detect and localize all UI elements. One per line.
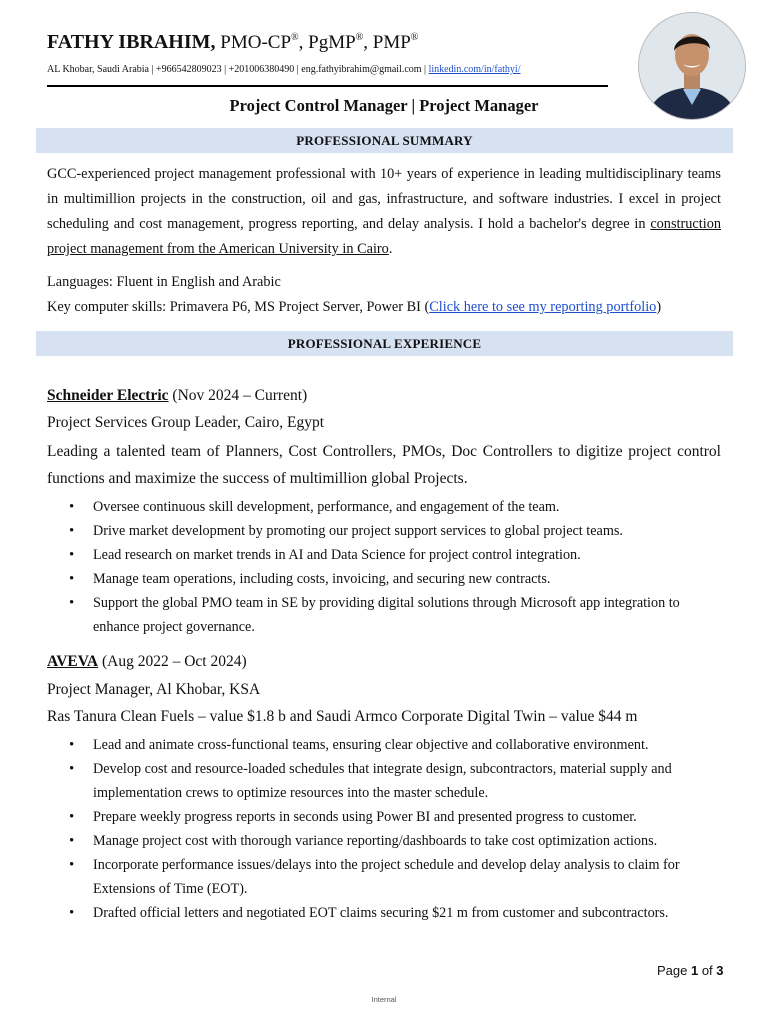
registered-mark: ® (410, 31, 419, 43)
job-role: Project Services Group Leader, Cairo, Egypt (47, 414, 325, 431)
company-name: Schneider Electric (47, 387, 169, 404)
bullet-item: • Manage team operations, including costs, invoicing, and securing new contracts. (47, 567, 721, 591)
classification-label: Internal (371, 995, 397, 1004)
bullet-item: • Develop cost and resource-loaded schedules that integrate design, subcontractors, material supply and implementation crews to optimize resources into the master schedule. (47, 757, 721, 805)
bullet-item: • Lead and animate cross-functional teams, ensuring clear objective and collaborative environment. (47, 733, 721, 757)
linkedin-link[interactable]: linkedin.com/in/fathyi/ (428, 64, 521, 75)
bullet-item: • Oversee continuous skill development, performance, and engagement of the team. (47, 495, 721, 519)
contact-line (47, 64, 521, 75)
skills-text: Key computer skills: Primavera P6, MS Project Server, Power BI ( (47, 299, 430, 315)
job-description: Leading a talented team of Planners, Cost Controllers, PMOs, Doc Controllers to digitize project control functions and maximize the success of multimillion global Projects. (47, 443, 721, 487)
job-role: Project Manager, Al Khobar, KSA (47, 681, 261, 698)
candidate-name: FATHY IBRAHIM, (47, 31, 216, 53)
job-description: Ras Tanura Clean Fuels – value $1.8 b and Saudi Armco Corporate Digital Twin – value $44 m (47, 708, 638, 725)
header-divider (47, 85, 608, 87)
page-number (657, 963, 724, 978)
job-bullets (47, 495, 721, 639)
portfolio-link[interactable]: Click here to see my reporting portfolio (429, 299, 657, 315)
company-name: AVEVA (47, 653, 99, 670)
bullet-item: • Drafted official letters and negotiated EOT claims securing $21 m from customer and subcontractors. (47, 901, 721, 925)
job-company-line (47, 387, 307, 405)
bullet-item: • Drive market development by promoting our project support services to global project teams. (47, 519, 721, 543)
summary-text: GCC-experienced project management professional with 10+ years of experience in leading multidisciplinary teams in multimillion projects in the construction, oil and gas, infrastructure, and software industries. I excel in project scheduling and cost management, progress reporting, and delay analysis. I hold a bachelor's degree in (47, 166, 721, 232)
skills-close-paren: ) (656, 299, 662, 315)
cert-pmo-cp: PMO-CP (220, 32, 292, 53)
registered-mark: ® (291, 31, 299, 43)
languages-line: Languages: Fluent in English and Arabic (47, 274, 281, 290)
bullet-item: • Manage project cost with thorough variance reporting/dashboards to take cost optimization actions. (47, 829, 721, 853)
page-total: 3 (716, 963, 724, 978)
section-heading-summary: PROFESSIONAL SUMMARY (36, 128, 733, 153)
bullet-item: • Incorporate performance issues/delays into the project schedule and develop delay analysis to claim for Extensions of Time (EOT). (47, 853, 721, 901)
cert-separator: , (298, 32, 309, 53)
skills-line (47, 299, 661, 316)
summary-period: . (388, 241, 393, 257)
contact-details: AL Khobar, Saudi Arabia | +966542809023 | +201006380490 | eng.fathyibrahim@gmail.com | (47, 64, 427, 75)
cert-pmp: PMP (372, 32, 411, 53)
cert-separator: , (363, 32, 373, 53)
page-current: 1 (690, 963, 699, 978)
job-dates: (Nov 2024 – Current) (168, 387, 308, 404)
section-heading-experience: PROFESSIONAL EXPERIENCE (36, 331, 733, 356)
education-underlined: construction project management from the American University in Cairo (47, 216, 721, 257)
candidate-name-line (47, 31, 418, 54)
cert-pgmp: PgMP (308, 32, 356, 53)
job-bullets (47, 733, 721, 925)
job-dates: (Aug 2022 – Oct 2024) (98, 653, 247, 670)
professional-headline: Project Control Manager | Project Manager (229, 96, 539, 115)
summary-paragraph (47, 162, 721, 262)
page-of: of (698, 963, 717, 978)
bullet-item: • Lead research on market trends in AI and Data Science for project control integration. (47, 543, 721, 567)
bullet-item: • Support the global PMO team in SE by providing digital solutions through Microsoft app integration to enhance project governance. (47, 591, 721, 639)
bullet-item: • Prepare weekly progress reports in seconds using Power BI and presented progress to customer. (47, 805, 721, 829)
registered-mark: ® (355, 31, 364, 43)
job-company-line (47, 653, 247, 671)
page-label: Page (657, 963, 691, 978)
